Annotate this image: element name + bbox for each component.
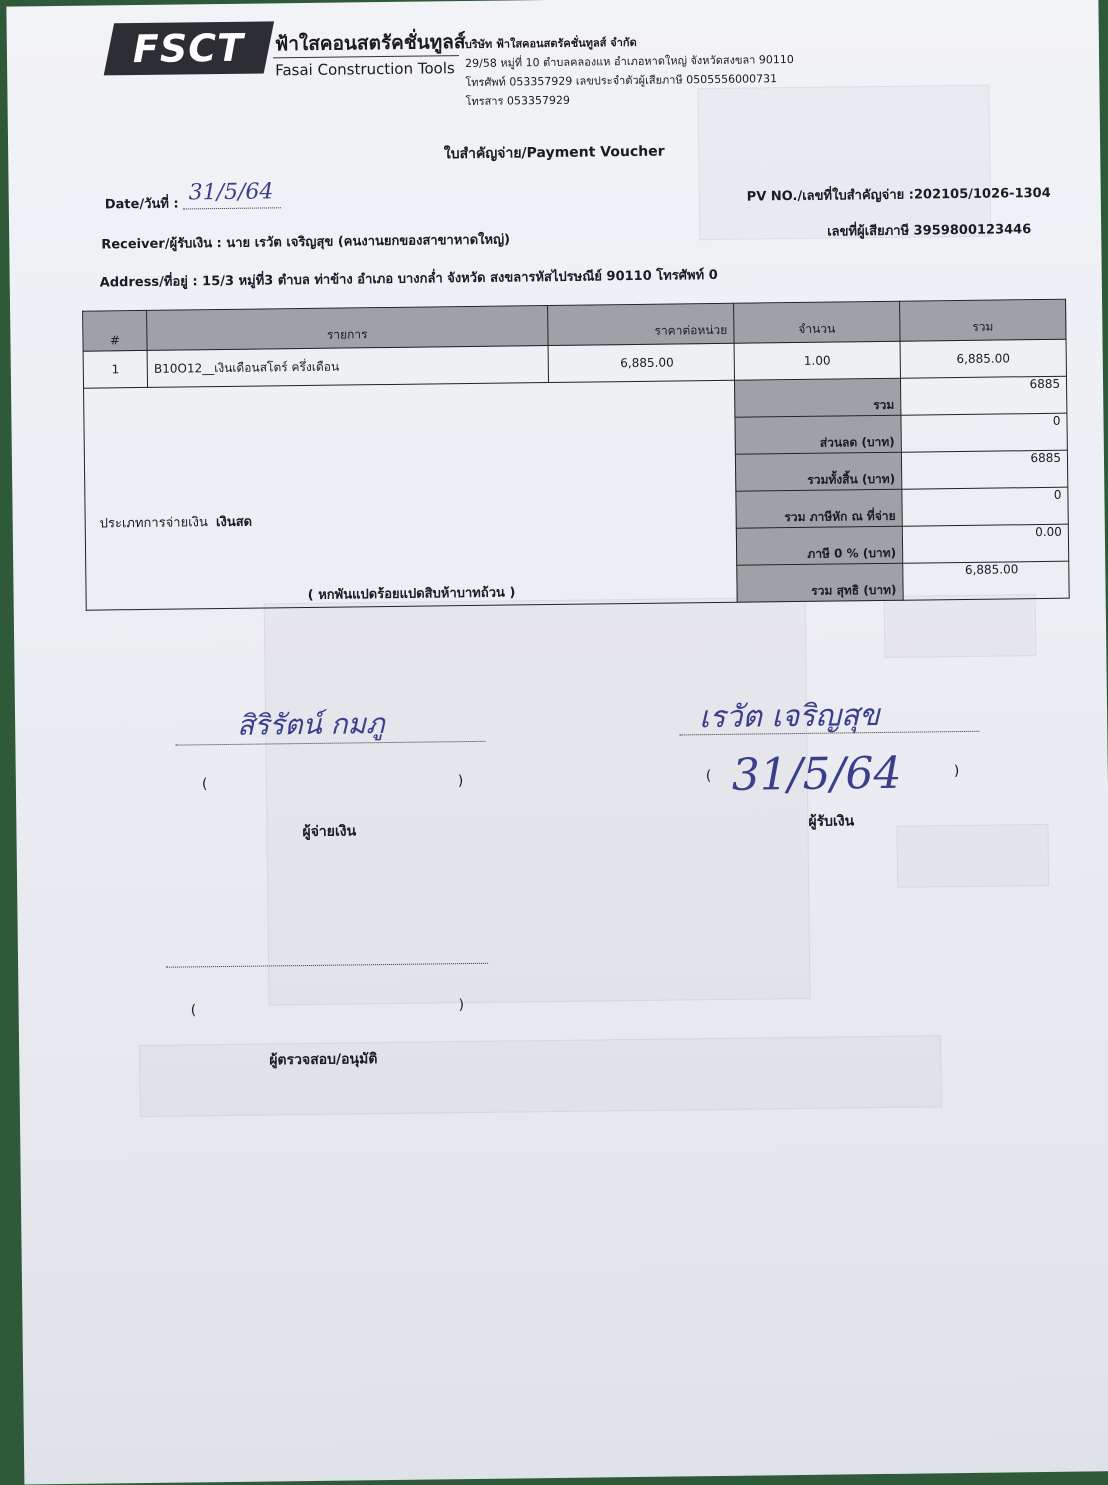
company-fax: โทรสาร 053357929 [465,93,570,109]
receiver-paren-close: ) [953,763,960,780]
cell-no: 1 [83,350,148,388]
logo-text: FSCT [133,25,245,72]
show-through-table [264,597,811,1006]
summary-value: 0 [902,487,1069,526]
summary-label: รวม [734,378,900,417]
company-name-en: Fasai Construction Tools [275,59,455,80]
cell-unit-price: 6,885.00 [548,343,735,382]
payment-type [100,511,253,534]
col-header-item: รายการ [147,306,548,351]
col-header-total: รวม [899,299,1066,341]
company-logo [104,21,274,75]
items-table [82,299,1070,611]
company-info [465,31,795,111]
show-through-block [697,85,991,241]
payment-type-label: ประเภทการจ่ายเงิน [99,515,208,532]
document-title: ใบสำคัญจ่าย/Payment Voucher [443,143,665,163]
receiver-label: Receiver/ผู้รับเงิน : [101,236,222,253]
company-name-th: ฟ้าใสคอนสตรัคชั่นทูลส์ [274,31,466,56]
taxid-label: เลขที่ผู้เสียภาษี [827,223,910,240]
col-header-no: # [83,310,148,351]
payment-type-value: เงินสด [215,514,253,531]
payment-info-cell [84,380,738,610]
company-address: 29/58 หมู่ที่ 10 ตำบลคลองแห อำเภอหาดใหญ่ จังหวัดสงขลา 90110 [465,53,794,71]
payer-paren-open: ( [201,776,208,793]
summary-value: 6885 [900,376,1067,415]
summary-value: 6,885.00 [903,561,1070,600]
date-value: 31/5/64 [188,179,274,206]
pv-value: 202105/1026-1304 [913,185,1051,203]
receiver-value: นาย เรวัต เจริญสุข (คนงานยกของสาขาหาดใหญ่) [226,232,511,251]
cell-item: B10O12__เงินเดือนสโตร์ ครึ่งเดือน [147,346,548,388]
receiver-line [101,228,510,254]
summary-label: ส่วนลด (บาท) [735,415,901,454]
show-through-footer [139,1035,942,1117]
summary-label: รวม สุทธิ (บาท) [737,563,903,602]
show-through-box [896,824,1049,888]
summary-label: ภาษี 0 % (บาท) [736,526,902,565]
summary-label: รวมทั้งสิ้น (บาท) [735,452,901,491]
address-label: Address/ที่อยู่ : [99,274,198,291]
address-value: 15/3 หมู่ที่3 ตำบล ท่าข้าง อำเภอ บางกล่ำ จังหวัด สงขลารหัสไปรษณีย์ 90110 โทรศัพท์ 0 [202,267,718,290]
payer-signature: สิริรัตน์ กมภู [236,707,385,742]
amount-in-words: ( หกพันแปดร้อยแปดสิบห้าบาทถ้วน ) [307,585,516,603]
summary-value: 0.00 [902,524,1069,563]
date-underline [183,207,281,209]
pv-label: PV NO./เลขที่ใบสำคัญจ่าย : [746,187,915,205]
approver-label: ผู้ตรวจสอบ/อนุมัติ [269,1051,378,1069]
col-header-unit-price: ราคาต่อหน่วย [547,303,734,345]
summary-value: 0 [901,413,1068,452]
pv-number [747,182,1051,207]
approver-paren-open: ( [190,1002,197,1019]
address-line [100,264,718,293]
taxid-value: 3959800123446 [913,222,1032,239]
receiver-paren-open: ( [705,768,712,785]
date-label: Date/วันที่ : [104,196,179,213]
show-through-box [884,594,1037,658]
receiver-label: ผู้รับเงิน [808,813,855,830]
approver-paren-close: ) [458,997,465,1014]
summary-label: รวม ภาษีหัก ณ ที่จ่าย [736,489,902,528]
cell-qty: 1.00 [734,341,900,380]
col-header-qty: จำนวน [733,301,900,343]
summary-value: 6885 [901,450,1068,489]
receiver-signature: เรวัต เจริญสุข [698,698,880,736]
company-phone-tax: โทรศัพท์ 053357929 เลขประจำตัวผู้เสียภาษี 0505556000731 [465,72,778,90]
cell-total: 6,885.00 [900,339,1067,378]
taxid-line [827,218,1031,241]
payer-paren-close: ) [457,773,464,790]
payer-label: ผู้จ่ายเงิน [302,823,357,841]
receiver-sign-date: 31/5/64 [731,747,902,801]
company-legal-name: บริษัท ฟ้าใสคอนสตรัคชั่นทูลส์ จำกัด [464,35,637,52]
voucher-paper [6,0,1108,1485]
